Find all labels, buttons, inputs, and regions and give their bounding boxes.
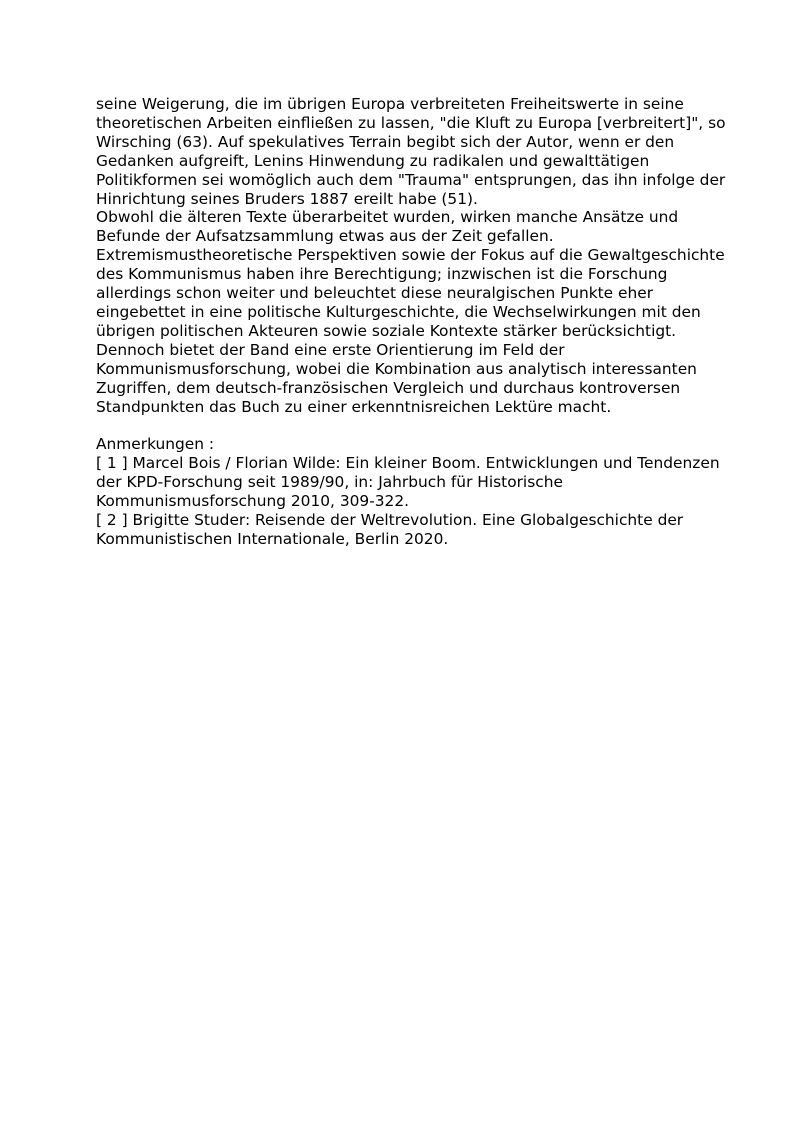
footnote: [ 1 ] Marcel Bois / Florian Wilde: Ein kleiner Boom. Entwicklungen und Tendenzen der KPD-Forschung seit 1989/90, in: Jahrbuch für Historische Kommunismusforschung 2010, 309-322. xyxy=(96,454,720,511)
document-page xyxy=(96,95,736,549)
paragraph-spacer xyxy=(96,416,736,435)
footnote: [ 2 ] Brigitte Studer: Reisende der Weltrevolution. Eine Globalgeschichte der Kommunistischen Internationale, Berlin 2020. xyxy=(96,510,684,548)
body-paragraph: seine Weigerung, die im übrigen Europa verbreiteten Freiheitswerte in seine theoretischen Arbeiten einfließen zu lassen, "die Kluft zu Europa [verbreitert]", so Wirsching (63). Auf spekulatives Terrain begibt sich der Autor, wenn er den Gedanken aufgreift, Lenins Hinwendung zu radikalen und gewalttätigen Politikformen sei womöglich auch dem "Trauma" entsprungen, das ihn infolge der Hinrichtung seines Bruders 1887 ereilt habe (51). xyxy=(96,95,726,208)
body-paragraph: Obwohl die älteren Texte überarbeitet wurden, wirken manche Ansätze und Befunde der Aufsatzsammlung etwas aus der Zeit gefallen. Extremismustheoretische Perspektiven sowie der Fokus auf die Gewaltgeschichte des Kommunismus haben ihre Berechtigung; inzwischen ist die Forschung allerdings schon weiter und beleuchtet diese neuralgischen Punkte eher eingebettet in eine politische Kulturgeschichte, die Wechselwirkungen mit den übrigen politischen Akteuren sowie soziale Kontexte stärker berücksichtigt. Dennoch bietet der Band eine erste Orientierung im Feld der Kommunismusforschung, wobei die Kombination aus analytisch interessanten Zugriffen, dem deutsch-französischen Vergleich und durchaus kontroversen Standpunkten das Buch zu einer erkenntnisreichen Lektüre macht. xyxy=(96,208,725,416)
notes-heading: Anmerkungen : xyxy=(96,435,215,454)
